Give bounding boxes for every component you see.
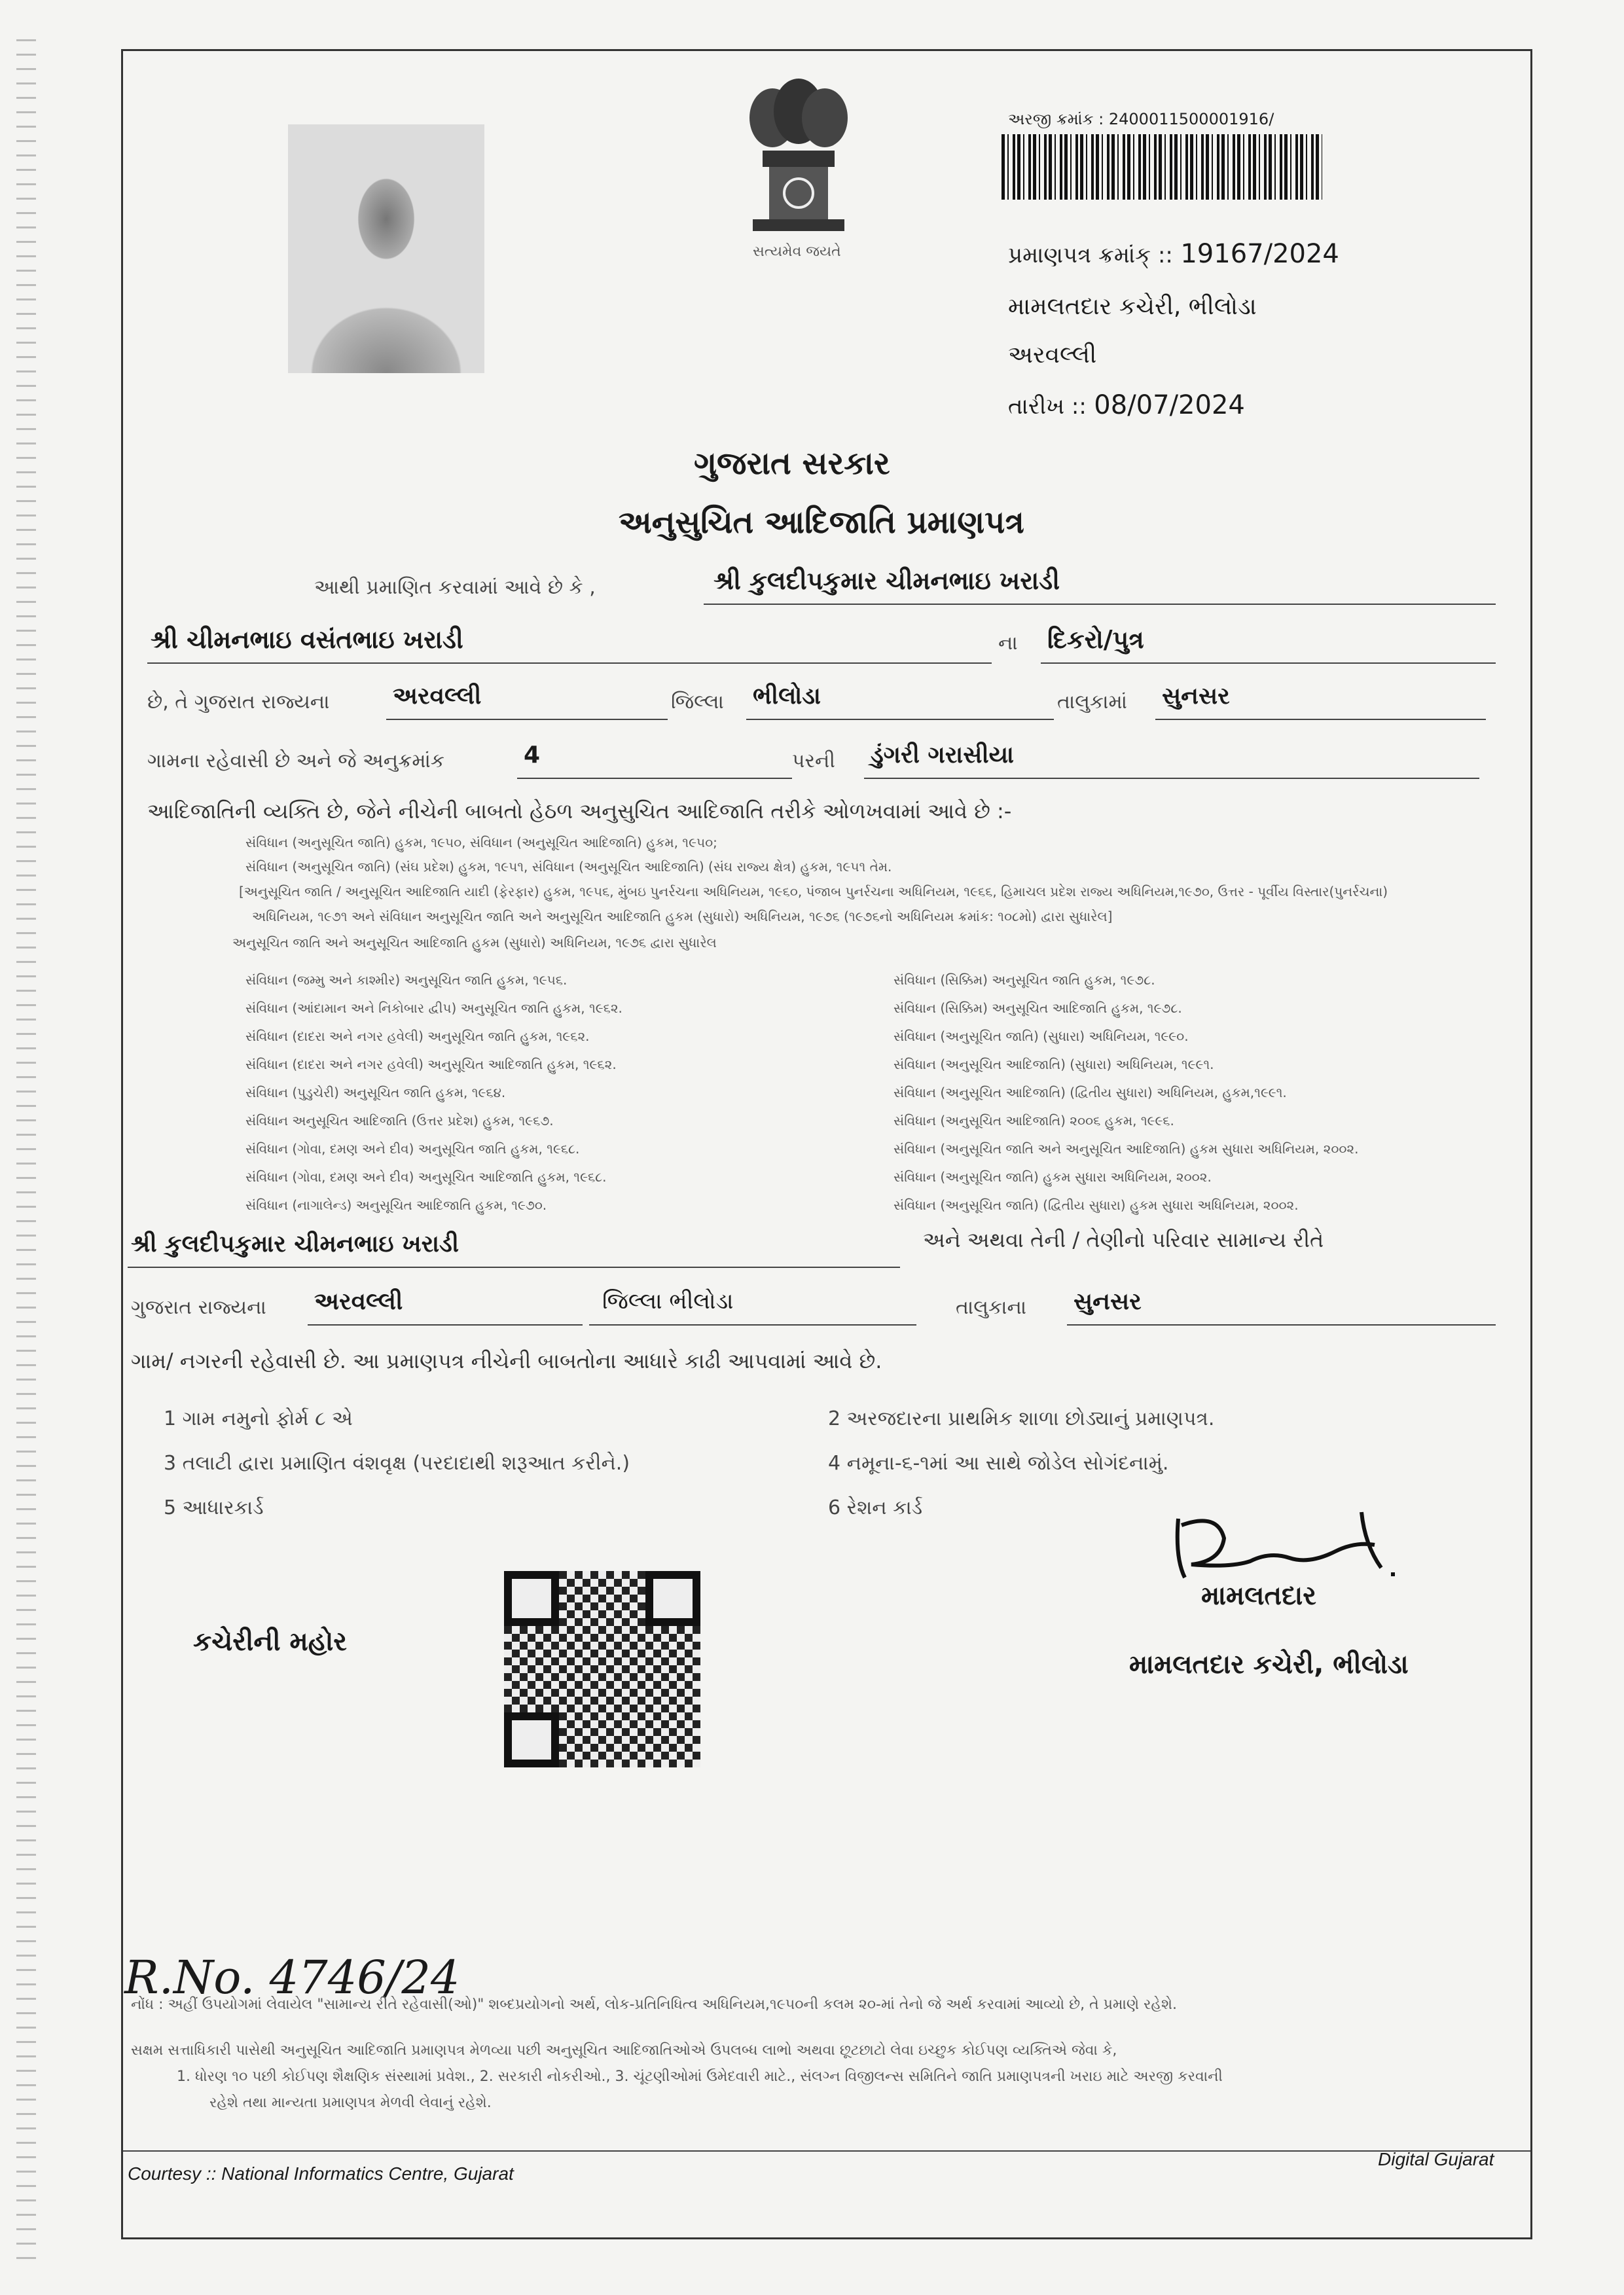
certificate-number: 19167/2024: [1180, 239, 1339, 269]
document-1: 1 ગામ નમુનો ફોર્મ ૮ એ: [164, 1407, 353, 1430]
village-2: સુનસર: [1074, 1288, 1142, 1315]
father-name: શ્રી ચીમનભાઇ વસંતભાઇ ખરાડી: [151, 625, 463, 654]
document-6: 6 રેશન કાર્ડ: [828, 1496, 923, 1519]
district-label-2-underline: [589, 1324, 916, 1326]
government-title: ગુજરાત સરકાર: [694, 445, 890, 482]
taluka-label-2: તાલુકાના: [956, 1296, 1027, 1319]
district-label-2: જિલ્લા ભીલોડા: [602, 1288, 734, 1314]
tribe-underline: [864, 778, 1479, 779]
order-right-2: સંવિધાન (સિક્કિમ) અનુસૂચિત આદિજાતિ હુકમ, ૧૯૭૮.: [893, 1000, 1182, 1016]
order-left-9: સંવિધાન (નાગાલેન્ડ) અનુસૂચિત આદિજાતિ હુકમ, ૧૯૭૦.: [245, 1197, 547, 1213]
order-left-7: સંવિધાન (ગોવા, દમણ અને દીવ) અનુસૂચિત જાતિ હુકમ, ૧૯૬૮.: [245, 1141, 580, 1157]
order-line-4: અધિનિયમ, ૧૯૭૧ અને સંવિધાન અનુસૂચિત જાતિ અને અનુસૂચિત આદિજાતિ હુકમ (સુધારો) અધિનિયમ, ૧૯૭૬ (૧૯૭૬નો અધિનિયમ ક્રમાંક: ૧૦૮મો) દ્વારા સુધારેલ]: [252, 909, 1113, 924]
tribe-label: પરની: [792, 750, 835, 772]
officer-office: મામલતદાર કચેરી, ભીલોડા: [1129, 1650, 1409, 1680]
document-5: 5 આધારકાર્ડ: [164, 1496, 264, 1519]
order-left-2: સંવિધાન (આંદામાન અને નિકોબાર દ્વીપ) અનુસૂચિત જાતિ હુકમ, ૧૯૬૨.: [245, 1000, 623, 1016]
officer-signature: [1165, 1506, 1414, 1591]
footer-note-3: 1. ધોરણ ૧૦ પછી કોઈપણ શૈક્ષણિક સંસ્થામાં પ્રવેશ., 2. સરકારી નોકરીઓ., 3. ચૂંટણીઓમાં ઉમેદવારી માટે., સંલગ્ન વિજીલન્સ સમિતિને જાતિ પ્રમાણપત્રની ખરાઇ માટે અરજી કરવાની: [177, 2069, 1223, 2085]
order-right-8: સંવિધાન (અનુસૂચિત જાતિ) હુકમ સુધારા અધિનિયમ, ૨૦૦૨.: [893, 1169, 1212, 1185]
issuing-district: અરવલ્લી: [1008, 342, 1097, 369]
document-4: 4 નમૂના-૬-૧માં આ સાથે જોડેલ સોગંદનામું.: [828, 1452, 1169, 1475]
certify-text: આથી પ્રમાણિત કરવામાં આવે છે કે ,: [314, 576, 596, 599]
relation: દિકરો/પુત્ર: [1047, 625, 1144, 654]
footer-divider: [123, 2150, 1530, 2152]
father-name-underline: [147, 662, 992, 664]
certificate-number-row: [1008, 239, 1339, 269]
document-3: 3 તલાટી દ્વારા પ્રમાણિત વંશવૃક્ષ (પરદાદાથી શરૂઆત કરીને.): [164, 1452, 630, 1475]
certificate-title: અનુસુચિત આદિજાતિ પ્રમાણપત્ર: [619, 504, 1024, 541]
taluka-underline: [746, 719, 1054, 720]
scan-edge-noise: [16, 39, 36, 2265]
order-right-7: સંવિધાન (અનુસૂચિત જાતિ અને અનુસૂચિત આદિજાતિ) હુકમ સુધારા અધિનિયમ, ૨૦૦૨.: [893, 1141, 1359, 1157]
family-text: અને અથવા તેની / તેણીનો પરિવાર સામાન્ય રીતે: [923, 1227, 1324, 1252]
order-left-6: સંવિધાન અનુસૂચિત આદિજાતિ (ઉત્તર પ્રદેશ) હુકમ, ૧૯૬૭.: [245, 1113, 554, 1129]
courtesy-text: Courtesy :: National Informatics Centre, Gujarat: [128, 2163, 514, 2184]
issue-date-label: તારીખ ::: [1008, 393, 1087, 420]
barcode: [1001, 134, 1322, 200]
applicant-name: શ્રી કુલદીપકુમાર ચીમનભાઇ ખરાડી: [713, 566, 1060, 595]
district-underline: [386, 719, 668, 720]
village-underline: [1155, 719, 1486, 720]
order-left-8: સંવિધાન (ગોવા, દમણ અને દીવ) અનુસૂચિત આદિજાતિ હુકમ, ૧૯૬૮.: [245, 1169, 607, 1185]
order-line-2: સંવિધાન (અનુસૂચિત જાતિ) (સંઘ પ્રદેશ) હુકમ, ૧૯૫૧, સંવિધાન (અનુસૂચિત આદિજાતિ) (સંઘ રાજ્ય ક્ષેત્ર) હુકમ, ૧૯૫૧ તેમ.: [245, 859, 892, 875]
tribe-name: ડુંગરી ગરાસીયા: [871, 742, 1014, 768]
order-left-3: સંવિધાન (દાદરા અને નગર હવેલી) અનુસૂચિત જાતિ હુકમ, ૧૯૬૨.: [245, 1028, 590, 1044]
footer-note-4: રહેશે તથા માન્યતા પ્રમાણપત્ર મેળવી લેવાનું રહેશે.: [209, 2095, 492, 2111]
village: સુનસર: [1162, 683, 1230, 710]
officer-title: મામલતદાર: [1201, 1581, 1316, 1611]
resident-text-2: ગામ/ નગરની રહેવાસી છે. આ પ્રમાણપત્ર નીચેની બાબતોના આધારે કાઢી આપવામાં આવે છે.: [131, 1348, 882, 1373]
village-2-underline: [1067, 1324, 1496, 1326]
footer-note-2: સક્ષમ સત્તાધિકારી પાસેથી અનુસૂચિત આદિજાતિ પ્રમાણપત્ર મેળવ્યા પછી અનુસૂચિત આદિજાતિઓએ ઉપલબ્ધ લાભો અથવા છૂટછાટો લેવા ઇચ્છુક કોઈપણ વ્યક્તિએ જેવા કે,: [131, 2042, 1117, 2059]
na-label: ના: [998, 632, 1018, 655]
serial-underline: [517, 778, 792, 779]
digital-gujarat-brand: Digital Gujarat: [1378, 2149, 1494, 2169]
footer-note-1: નોંધ : અહીં ઉપયોગમાં લેવાયેલ "સામાન્ય રીતે રહેવાસી(ઓ)" શબ્દપ્રયોગનો અર્થ, લોક-પ્રતિનિધિત્વ અધિનિયમ,૧૯૫૦ની કલમ ૨૦-માં તેનો જે અર્થ કરવામાં આવ્યો છે, તે પ્રમાણે રહેશે.: [131, 1997, 1178, 2013]
district-label: જિલ્લા: [671, 691, 724, 714]
state-label: છે, તે ગુજરાત રાજ્યના: [147, 691, 330, 714]
order-right-6: સંવિધાન (અનુસૂચિત આદિજાતિ) ૨૦૦૬ હુકમ, ૧૯૯૬.: [893, 1113, 1174, 1129]
order-left-4: સંવિધાન (દાદરા અને નગર હવેલી) અનુસૂચિત આદિજાતિ હુકમ, ૧૯૬૨.: [245, 1057, 617, 1072]
order-left-1: સંવિધાન (જમ્મુ અને કાશ્મીર) અનુસૂચિત જાતિ હુકમ, ૧૯૫૬.: [245, 972, 568, 988]
certificate-number-label: પ્રમાણપત્ર ક્રમાંક્ ::: [1008, 242, 1173, 268]
district-2: અરવલ્લી: [314, 1288, 403, 1315]
handwritten-register-number: R.No. 4746/24: [124, 1951, 460, 2004]
recognized-text: આદિજાતિની વ્યક્તિ છે, જેને નીચેની બાબતો હેઠળ અનુસુચિત આદિજાતિ તરીકે ઓળખવામાં આવે છે :-: [147, 799, 1012, 823]
state-label-2: ગુજરાત રાજ્યના: [131, 1296, 266, 1319]
order-line-3: [અનુસૂચિત જાતિ / અનુસૂચિત આદિજાતિ યાદી (ફેરફાર) હુકમ, ૧૯૫૬, મુંબઇ પુનર્રચના અધિનિયમ, ૧૯૬૦, પંજાબ પુનર્રચના અધિનિયમ, ૧૯૬૬, હિમાચલ પ્રદેશ રાજ્ય અધિનિયમ,૧૯૭૦, ઉત્તર - પૂર્વીય વિસ્તાર(પુનર્રચના): [239, 884, 1388, 899]
issuing-office: મામલતદાર કચેરી, ભીલોડા: [1008, 293, 1257, 320]
serial-number: 4: [524, 742, 541, 768]
application-number: અરજી ક્રમાંક : 2400011500001916/: [1008, 110, 1274, 128]
district-2-underline: [308, 1324, 583, 1326]
applicant-name-2: શ્રી કુલદીપકુમાર ચીમનભાઇ ખરાડી: [131, 1231, 460, 1257]
taluka-label: તાલુકામાં: [1057, 691, 1127, 714]
office-seal-label: કચેરીની મહોર: [193, 1627, 347, 1657]
order-right-5: સંવિધાન (અનુસૂચિત આદિજાતિ) (દ્વિતીય સુધારા) અધિનિયમ, હુકમ,૧૯૯૧.: [893, 1085, 1287, 1100]
resident-label: ગામના રહેવાસી છે અને જે અનુક્રમાંક: [147, 750, 445, 772]
emblem-motto: સત્યમેવ જયતે: [753, 244, 841, 260]
taluka-office: ભીલોડા: [753, 683, 821, 710]
order-right-4: સંવિધાન (અનુસૂચિત આદિજાતિ) (સુધારા) અધિનિયમ, ૧૯૯૧.: [893, 1057, 1214, 1072]
order-right-9: સંવિધાન (અનુસૂચિત જાતિ) (દ્વિતીય સુધારા) હુકમ સુધારા અધિનિયમ, ૨૦૦૨.: [893, 1197, 1299, 1213]
national-emblem-icon: [733, 79, 864, 262]
applicant-name-underline: [704, 604, 1496, 605]
applicant-name-2-underline: [128, 1267, 900, 1268]
document-2: 2 અરજદારના પ્રાથમિક શાળા છોડ્યાનું પ્રમાણપત્ર.: [828, 1407, 1215, 1430]
relation-underline: [1041, 662, 1496, 664]
issue-date-row: [1008, 390, 1245, 420]
order-right-3: સંવિધાન (અનુસૂચિત જાતિ) (સુધારા) અધિનિયમ, ૧૯૯૦.: [893, 1028, 1189, 1044]
order-line-5: અનુસૂચિત જાતિ અને અનુસૂચિત આદિજાતિ હુકમ (સુધારો) અધિનિયમ, ૧૯૭૬ દ્વારા સુધારેલ: [232, 935, 717, 950]
applicant-photo: [288, 124, 484, 373]
issue-date: 08/07/2024: [1094, 390, 1245, 420]
order-left-5: સંવિધાન (પુડુચેરી) અનુસૂચિત જાતિ હુકમ, ૧૯૬૪.: [245, 1085, 506, 1100]
district: અરવલ્લી: [393, 683, 482, 710]
order-line-1: સંવિધાન (અનુસૂચિત જાતિ) હુકમ, ૧૯૫૦, સંવિધાન (અનુસૂચિત આદિજાતિ) હુકમ, ૧૯૫૦;: [245, 835, 717, 850]
qr-code: [504, 1571, 700, 1767]
order-right-1: સંવિધાન (સિક્કિમ) અનુસૂચિત જાતિ હુકમ, ૧૯૭૮.: [893, 972, 1155, 988]
